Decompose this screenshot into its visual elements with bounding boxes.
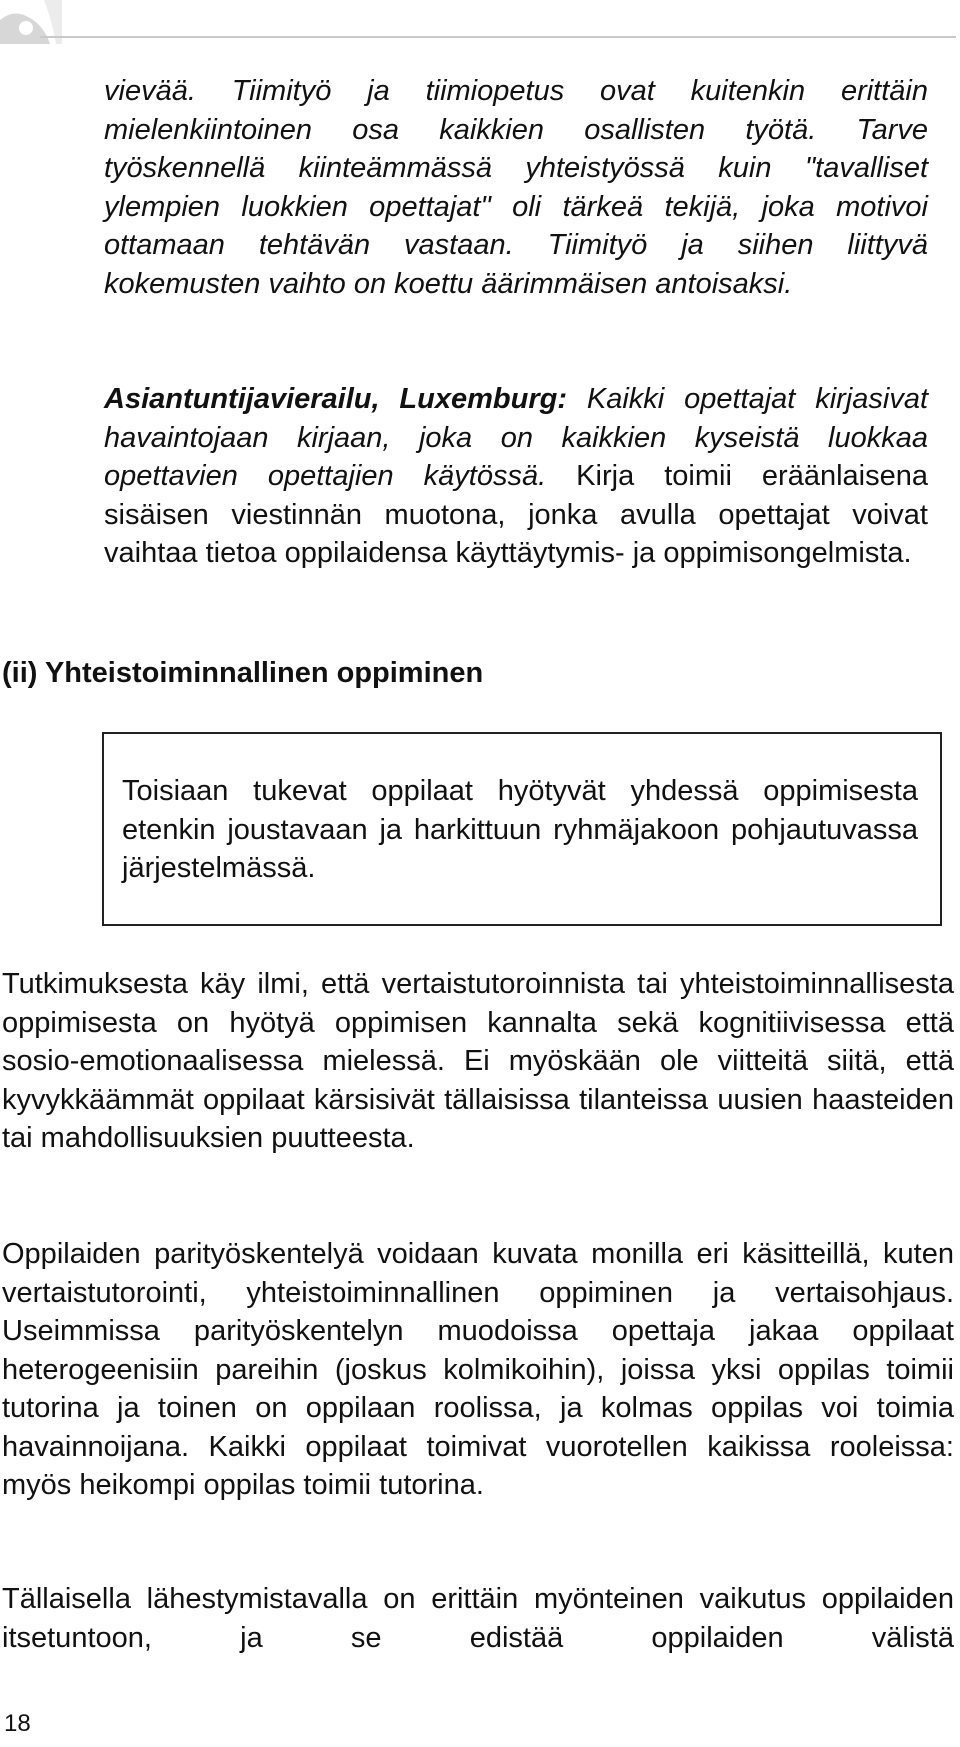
expert-visit-text: Kirja toimii eräänlaisena sisäisen viestinnän muotona, jonka avulla opettajat voivat vaihtaa tietoa oppilaidensa käyttäytymis- ja oppimisongelmista.: [104, 460, 928, 569]
paragraph-teamwork-text: vievää. Tiimityö ja tiimiopetus ovat kuitenkin erittäin mielenkiintoinen osa kaikkien osallisten työtä. Tarve työskennellä kiinteämmässä yhteistyössä kuin "tavalliset ylempien luokkien opettajat" oli tärkeä tekijä, joka motivoi ottamaan tehtävän vastaan. Tiimityö ja siihen liittyvä kokemusten vaihto on koettu äärimmäisen antoisaksi.: [104, 75, 928, 300]
paragraph-self-esteem: Tällaisella lähestymistavalla on erittäin myönteinen vaikutus oppilaiden itsetuntoon, ja se edistää oppilaiden välistä: [2, 1583, 954, 1654]
paragraph-research: Tutkimuksesta käy ilmi, että vertaistutoroinnista tai yhteistoiminnallisesta oppimisesta on hyötyä oppimisen kannalta sekä kognitiivisessa että sosio-emotionaalisessa mielessä. Ei myöskään ole viitteitä siitä, että kyvykkäämmät oppilaat kärsisivät tällaisissa tilanteissa uusien haasteiden tai mahdollisuuksien puutteesta.: [2, 968, 954, 1154]
paragraph-pair-work: Oppilaiden parityöskentelyä voidaan kuvata monilla eri käsitteillä, kuten vertaistutorointi, yhteistoiminnallinen oppiminen ja vertaisohjaus. Useimmissa parityöskentelyn muodoissa opettaja jakaa oppilaat heterogeenisiin pareihin (joskus kolmikoihin), joissa yksi oppilas toimii tutorina ja toinen on oppilaan roolissa, ja kolmas oppilas voi toimia havainnoijana. Kaikki oppilaat toimivat vuorotellen kaikissa rooleissa: myös heikompi oppilas toimii tutorina.: [2, 1238, 954, 1501]
page-number: 18: [4, 1710, 31, 1737]
section-heading: (ii) Yhteistoiminnallinen oppiminen: [2, 657, 484, 689]
expert-visit-italic-text: Kaikki opettajat kirjasivat havaintojaan kirjaan, joka on kaikkien kyseistä luokkaa opettavien opettajien käytössä.: [104, 383, 928, 492]
paragraph-expert-visit: [104, 380, 928, 573]
callout-text: Toisiaan tukevat oppilaat hyötyvät yhdessä oppimisesta etenkin joustavaan ja harkittuun ryhmäjakoon pohjautuvassa järjestelmässä.: [122, 775, 918, 884]
header-rule: [40, 36, 956, 38]
expert-visit-lead: Asiantuntijavierailu, Luxemburg:: [104, 383, 567, 415]
page-header: [0, 0, 960, 44]
callout-box: [102, 732, 942, 926]
paragraph-teamwork: [104, 72, 928, 303]
